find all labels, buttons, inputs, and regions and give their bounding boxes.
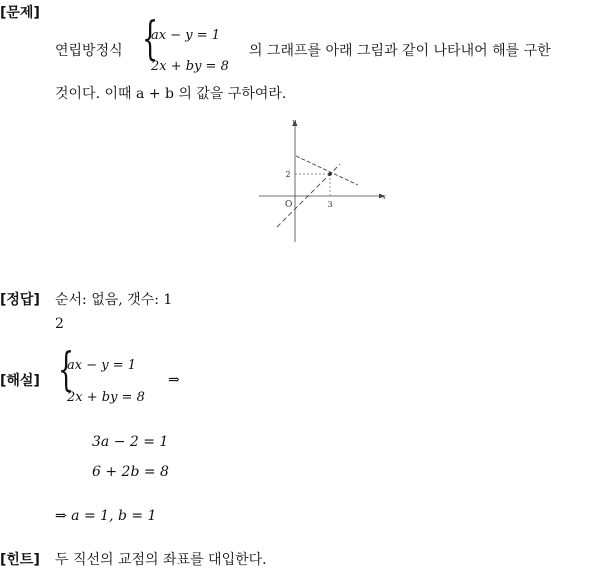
solution-eq2: 2x + by = 8 <box>67 390 145 405</box>
hint-label: [힌트] <box>0 552 40 568</box>
line-2x-plus-by-8 <box>296 156 358 185</box>
problem-after-system: 의 그래프를 아래 그림과 같이 나타내어 해를 구한 <box>249 43 551 59</box>
y-tick-label: 2 <box>285 170 291 179</box>
problem-eq2: 2x + by = 8 <box>151 59 229 74</box>
solution-step2: 6 + 2b = 8 <box>92 464 169 480</box>
y-axis-label: y <box>292 118 296 126</box>
origin-label: O <box>285 200 293 210</box>
system-brace: { <box>142 11 159 65</box>
problem-line2: 것이다. 이때 a + b 의 값을 구하여라. <box>55 86 287 102</box>
solution-step1: 3a − 2 = 1 <box>92 434 169 450</box>
solution-arrow: ⇒ <box>168 372 180 388</box>
solution-conclusion: ⇒ a = 1, b = 1 <box>55 508 157 524</box>
intersection-point <box>328 172 332 176</box>
solution-eq1: ax − y = 1 <box>67 358 137 373</box>
hint-text: 두 직선의 교점의 좌표를 대입한다. <box>55 552 267 568</box>
graph-figure <box>255 115 390 247</box>
x-tick-label: 3 <box>327 200 333 209</box>
problem-label: [문제] <box>0 5 40 21</box>
solution-label: [해설] <box>0 373 40 389</box>
answer-meta: 순서: 없음, 갯수: 1 <box>55 292 173 308</box>
problem-intro: 연립방정식 <box>55 43 123 59</box>
solution-brace: { <box>58 342 75 396</box>
answer-label: [정답] <box>0 292 40 308</box>
x-axis-label: x <box>382 193 386 201</box>
answer-value: 2 <box>55 316 64 332</box>
problem-eq1: ax − y = 1 <box>151 28 221 43</box>
